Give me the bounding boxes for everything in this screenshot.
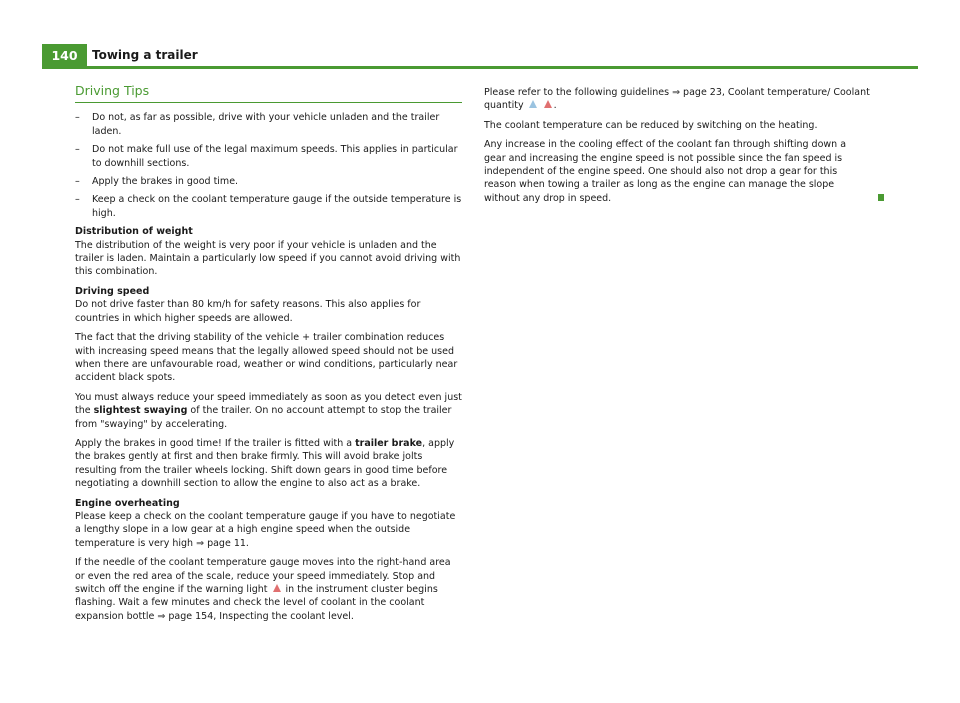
list-item (75, 175, 462, 188)
weight-text: The distribution of the weight is very poor if your vehicle is unladen and the trailer is laden. Maintain a particularly low speed if you cannot avoid driving with this combination. (75, 239, 461, 278)
weight-heading: Distribution of weight (75, 226, 193, 238)
speed-text: Do not drive faster than 80 km/h for safety reasons. This also applies for countries in which higher speeds are allowed. (75, 299, 421, 324)
gauge-paragraph: If the needle of the coolant temperature gauge moves into the right-hand area or even the red area of the scale, reduce your speed immediately. Stop and switch off the engine if the warning light in the instrument cluster begins flashing. Wait a few minutes and check the level of coolant in the coolant expansion bottle ⇒ page 154, Inspecting the coolant level. (75, 557, 451, 622)
weight-section (75, 225, 462, 279)
right-column (484, 86, 884, 211)
tip-text: Keep a check on the coolant temperature gauge if the outside temperature is high. (92, 194, 462, 219)
list-item (75, 193, 462, 220)
list-item (75, 111, 462, 138)
tip-text: Apply the brakes in good time. (92, 176, 239, 188)
overheat-section (75, 497, 462, 551)
left-column (75, 84, 462, 629)
coolant-temperature-icon (529, 100, 537, 108)
chapter-title: Towing a trailer (92, 48, 198, 62)
section-title: Driving Tips (75, 84, 462, 103)
guidelines-paragraph: Please refer to the following guidelines ⇒ page 23, Coolant temperature/ Coolant quantity . (484, 87, 870, 112)
coolant-warning-icon (544, 100, 552, 108)
stability-paragraph: The fact that the driving stability of the vehicle + trailer combination reduces with increasing speed means that the legally allowed speed should not be used when there are unfavourable road, weather or wind conditions, particularly near accident black spots. (75, 332, 458, 384)
section-end-mark (878, 194, 884, 201)
speed-heading: Driving speed (75, 285, 150, 297)
tip-text: Do not, as far as possible, drive with your vehicle unladen and the trailer laden. (92, 112, 440, 137)
speed-section (75, 285, 462, 325)
overheat-text: Please keep a check on the coolant temperature gauge if you have to negotiate a lengthy slope in a low gear at a high engine speed when the outside temperature is very high ⇒ page 11. (75, 510, 456, 549)
list-item (75, 143, 462, 170)
overheat-heading: Engine overheating (75, 497, 180, 509)
driving-tips-list (75, 111, 462, 220)
page-header (42, 44, 918, 69)
dash-bullet: – (75, 112, 80, 124)
tip-text: Do not make full use of the legal maximum speeds. This applies in particular to downhill sections. (92, 144, 458, 169)
heating-paragraph: The coolant temperature can be reduced by switching on the heating. (484, 119, 818, 131)
coolant-warning-icon (273, 584, 281, 592)
dash-bullet: – (75, 176, 80, 188)
dash-bullet: – (75, 194, 80, 206)
dash-bullet: – (75, 144, 80, 156)
sway-paragraph: You must always reduce your speed immediately as soon as you detect even just the slightest swaying of the trailer. On no account attempt to stop the trailer from "swaying" by accelerating. (75, 391, 462, 430)
brake-paragraph: Apply the brakes in good time! If the trailer is fitted with a trailer brake, apply the brakes gently at first and then brake firmly. This will avoid brake jolts resulting from the trailer wheels locking. Shift down gears in good time before negotiating a downhill section to allow the engine to also act as a brake. (75, 437, 455, 490)
fan-paragraph: Any increase in the cooling effect of the coolant fan through shifting down a gear and increasing the engine speed is not possible since the fan speed is independent of the engine speed. One should also not drop a gear for this reason when towing a trailer as long as the engine can manage the slope without any drop in speed. (484, 138, 884, 205)
page-number: 140 (42, 44, 87, 69)
